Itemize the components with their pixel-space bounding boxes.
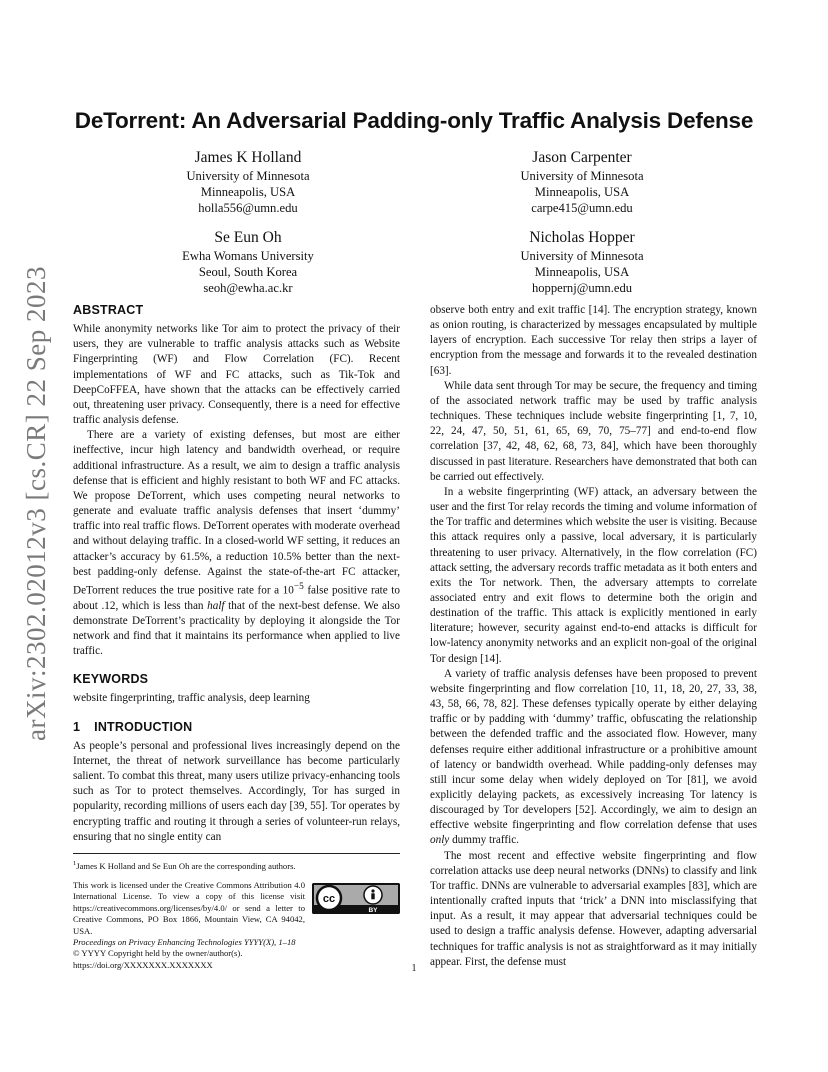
author-email: holla556@umn.edu: [198, 201, 298, 215]
author-email: carpe415@umn.edu: [531, 201, 633, 215]
intro-paragraph: The most recent and effective website fingerprinting and flow correlation attacks use deep neural networks (DNNs) to classify and link Tor traffic. DNNs are vulnerable to adversarial examples [83], which are intentionally crafted inputs that ‘trick’ a DNN into misclassifying that input. As a result, it may appear that adversarial techniques could be used to design a traffic analysis defense. However, adapting adversarial techniques for traffic analysis is not as straightforward as it may initially appear. First, the defense must: [430, 849, 757, 968]
abstract-heading: ABSTRACT: [73, 303, 144, 317]
author-affiliation: University of Minnesota: [186, 169, 310, 183]
author-name: Jason Carpenter: [532, 149, 632, 166]
author-block: [118, 148, 378, 216]
author-email: hoppernj@umn.edu: [531, 281, 633, 295]
intro-paragraph: A variety of traffic analysis defenses have been proposed to prevent website fingerprinting and flow correlation [10, 11, 18, 20, 27, 33, 38, 43, 58, 66, 78, 82]. These defenses typically operate by either delaying traffic or by padding with ‘dummy’ traffic, obfuscating the relationship between the defended traffic and the associated flow. However, many defenses require either additional infrastructure or a prohibitive amount of latency or bandwidth overhead. While padding-only defenses may still incur some delay when widely deployed on Tor [81], we avoid explicitly delaying packets, as excessively increasing Tor latency is discouraged by Tor developers [52]. Accordingly, we aim to design an effective website fingerprinting and flow correlation defense that uses only dummy traffic.: [430, 667, 757, 847]
intro-paragraph: observe both entry and exit traffic [14]. The encryption strategy, known as onion routing, is characterized by messages encapsulated by multiple layers of encryption. Each successive Tor relay then strips a layer of encryption from the message and forwards it to the revealed destination [63].: [430, 304, 757, 377]
author-block: [118, 228, 378, 296]
arxiv-identifier: [20, 265, 52, 741]
footnote: $^1$James K Holland and Se Eun Oh are the corresponding authors.: [73, 853, 400, 872]
copyright-line: © YYYY Copyright held by the owner/author(s).: [73, 948, 243, 959]
author-block: [452, 148, 712, 216]
svg-text:BY: BY: [368, 907, 378, 914]
author-email: seoh@ewha.ac.kr: [203, 281, 293, 295]
arxiv-identifier-text: arXiv:2302.02012v3 [cs.CR] 22 Sep 2023: [20, 265, 51, 741]
author-affiliation: University of Minnesota: [520, 249, 644, 263]
intro-paragraph: In a website fingerprinting (WF) attack, an adversary between the user and the first Tor relay records the timing and volume information of the Tor traffic and determines which website the user is visiting. Because this attack requires only a passive, local adversary, it is particularly threatening to user privacy. Alternatively, in the flow correlation (FC) attack setting, the adversary records traffic metadata as it both enters and exits the Tor network. Then, the adversary attempts to correlate associated entry and exit flows to determine both the origin and destination of the traffic. This attack is explicitly mentioned in early literature; however, security against end-to-end attacks is difficult for low-latency anonymity networks and an explicit non-goal of the original Tor design [14].: [430, 485, 757, 665]
doi-link[interactable]: https://doi.org/XXXXXXX.XXXXXXX: [73, 959, 213, 970]
abstract-paragraph: While anonymity networks like Tor aim to protect the privacy of their users, they are vulnerable to traffic analysis attacks such as Website Fingerprinting (WF) and Flow Correlation (FC). Recent implementations of WF and FC attacks, such as Tik-Tok and DeepCoFFEA, have shown that the attacks can be effectively carried out, threatening user privacy. Consequently, there is a need for effective traffic analysis defense.: [73, 323, 400, 427]
author-name: Nicholas Hopper: [529, 229, 635, 246]
cc-by-badge: [312, 883, 400, 914]
paper-title: DeTorrent: An Adversarial Padding-only Traffic Analysis Defense: [74, 108, 754, 133]
author-block: [452, 228, 712, 296]
license-text: This work is licensed under the Creative Commons Attribution 4.0 International License. To view a copy of this license visit https://creativecommons.org/licenses/by/4.0/ or send a letter to Creative Commons, PO Box 1866, Mountain View, CA 94042, USA.: [73, 880, 305, 936]
abstract-paragraph: There are a variety of existing defenses, but most are either ineffective, incur high latency and bandwidth overhead, or require additional infrastructure. As a result, we aim to design a traffic analysis defense that is efficient and highly resistant to both WF and FC attacks. We propose DeTorrent, which uses competing neural networks to generate and evaluate traffic analysis defenses that insert ‘dummy’ traffic into real traffic flows. DeTorrent operates with moderate overhead and without delaying traffic. In a closed-world WF setting, it reduces an attacker’s accuracy by 61.5%, a reduction 10.5% better than the next-best padding-only defense. Against the state-of-the-art FC attacker, DeTorrent reduces the true positive rate for a $10^{-5}$ false positive rate to about .12, which is less than half that of the next-best defense. We also demonstrate DeTorrent’s practicality by deploying it alongside the Tor network and find that it maintains its performance when applied to live traffic.: [73, 429, 401, 658]
keywords-heading: KEYWORDS: [73, 672, 149, 687]
intro-paragraph: While data sent through Tor may be secure, the frequency and timing of the associated network traffic may be used by traffic analysis techniques. These techniques include website fingerprinting [1, 7, 10, 22, 24, 47, 50, 51, 61, 65, 69, 70, 75–77] and end-to-end flow correlation [37, 42, 48, 62, 68, 73, 84], which have been thoroughly discussed in past literature. Researchers have demonstrated that both can be carried out effectively.: [430, 379, 757, 483]
svg-text:cc: cc: [322, 893, 336, 905]
right-column: [430, 303, 757, 970]
author-location: Seoul, South Korea: [198, 265, 298, 279]
intro-paragraph: As people’s personal and professional lives increasingly depend on the Internet, the threat of network surveillance has become particularly salient. To combat this threat, many users utilize privacy-enhancing tools such as Tor to protect themselves. Accordingly, Tor has surged in popularity, recording millions of users each day [39, 55]. Tor operates by encrypting traffic and routing it through a series of volunteer-run relays, ensuring that no single entity can: [73, 739, 400, 843]
author-location: Minneapolis, USA: [534, 185, 630, 199]
author-location: Minneapolis, USA: [534, 265, 630, 279]
page-number: 1: [411, 963, 417, 974]
author-location: Minneapolis, USA: [200, 185, 296, 199]
author-affiliation: Ewha Womans University: [182, 249, 314, 263]
proceedings-line: Proceedings on Privacy Enhancing Technologies YYYY(X), 1–18: [73, 937, 296, 948]
author-name: James K Holland: [194, 149, 302, 166]
license-block: [73, 880, 400, 971]
section-heading-introduction: 1 INTRODUCTION: [73, 719, 193, 734]
author-name: Se Eun Oh: [214, 229, 282, 246]
keywords-text: website fingerprinting, traffic analysis, deep learning: [73, 692, 310, 705]
left-column: [73, 303, 400, 845]
author-affiliation: University of Minnesota: [520, 169, 644, 183]
